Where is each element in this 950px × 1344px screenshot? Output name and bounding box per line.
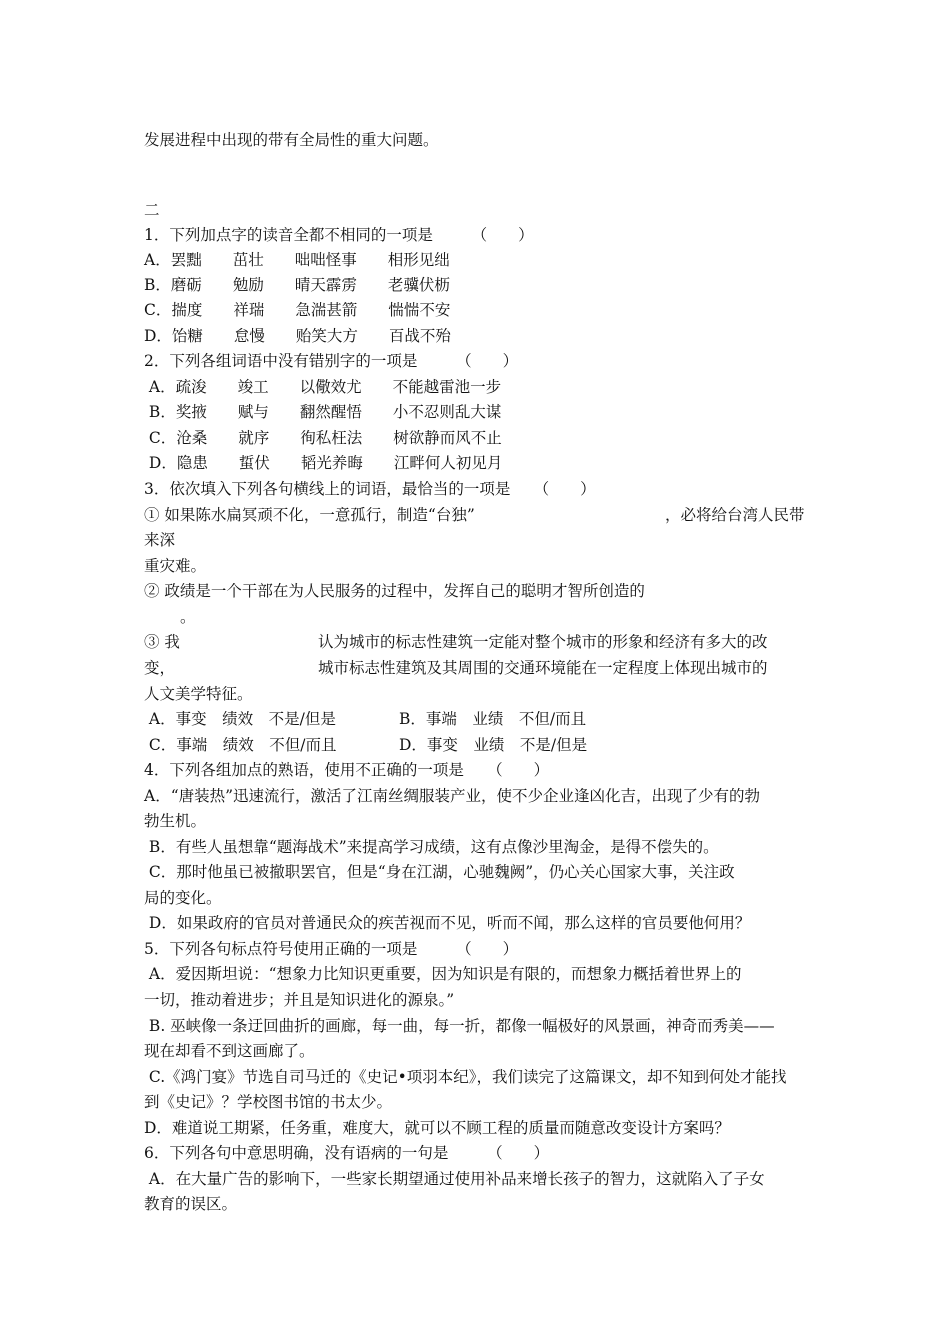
q1-stem: 1．下列加点字的读音全都不相同的一项是 （ ） — [144, 226, 534, 244]
q2-stem: 2．下列各组词语中没有错别字的一项是 （ ） — [144, 352, 519, 370]
q5-option-a-line2: 一切，推动着进步；并且是知识进化的源泉。” — [144, 991, 455, 1009]
q3-sentence2-part1: ② 政绩是一个干部在为人民服务的过程中，发挥自己的聪明才智所创造的 — [144, 582, 645, 600]
q2-option-c: C．沧桑 就序 徇私枉法 树欲静而风不止 — [144, 429, 502, 447]
q3-sentence3-part1: ③ 我 — [144, 633, 180, 651]
q3-stem: 3．依次填入下列各句横线上的词语，最恰当的一项是 （ ） — [144, 480, 596, 498]
q6-stem: 6．下列各句中意思明确，没有语病的一句是 （ ） — [144, 1144, 550, 1162]
q5-option-a-line1: A．爱因斯坦说：“想象力比知识更重要，因为知识是有限的，而想象力概括着世界上的 — [144, 965, 742, 983]
q5-option-c-line2: 到《史记》？学校图书馆的书太少。 — [144, 1093, 393, 1111]
q3-option-c: C．事端 绩效 不但/而且 — [144, 736, 337, 754]
q2-option-a: A．疏浚 竣工 以儆效尤 不能越雷池一步 — [144, 378, 502, 396]
q5-option-b-line1: B. 巫峡像一条迂回曲折的画廊，每一曲，每一折，都像一幅极好的风景画，神奇而秀美—— — [144, 1017, 775, 1035]
q4-option-c-line2: 局的变化。 — [144, 889, 222, 907]
q4-option-d: D．如果政府的官员对普通民众的疾苦视而不见，听而不闻，那么这样的官员要他何用？ — [144, 914, 751, 932]
intro-text: 发展进程中出现的带有全局性的重大问题。 — [144, 131, 439, 149]
q3-sentence3-part5: 人文美学特征。 — [144, 685, 253, 703]
q1-option-a: A．罢黜 茁壮 咄咄怪事 相形见绌 — [144, 251, 450, 269]
q1-option-d: D．饴糖 怠慢 贻笑大方 百战不殆 — [144, 327, 451, 345]
q3-sentence1-part2: ，必将给台湾人民带 — [665, 506, 805, 524]
q4-option-a-line1: A．“唐装热”迅速流行，激活了江南丝绸服装产业，使不少企业逢凶化吉，出现了少有的勃 — [144, 787, 761, 805]
q6-option-a-line1: A．在大量广告的影响下，一些家长期望通过使用补品来增长孩子的智力，这就陷入了子女 — [144, 1170, 765, 1188]
q5-option-c-line1: C.《鸿门宴》节选自司马迁的《史记•项羽本纪》，我们读完了这篇课文，却不知到何处才能找 — [144, 1068, 787, 1086]
q4-stem: 4．下列各组加点的熟语，使用不正确的一项是 （ ） — [144, 761, 550, 779]
q1-option-c: C．揣度 祥瑞 急湍甚箭 惴惴不安 — [144, 301, 451, 319]
q3-sentence3-part3: 变， — [144, 659, 176, 677]
q1-option-b: B．磨砺 勉励 晴天霹雳 老骥伏枥 — [144, 276, 450, 294]
q3-sentence1-part4: 重灾难。 — [144, 557, 207, 575]
q3-sentence1-part3: 来深 — [144, 531, 176, 549]
q3-option-d: D．事变 业绩 不是/但是 — [399, 736, 588, 754]
q3-option-b: B．事端 业绩 不但/而且 — [399, 710, 587, 728]
q2-option-b: B．奖掖 赋与 翻然醒悟 小不忍则乱大谋 — [144, 403, 502, 421]
q5-option-b-line2: 现在却看不到这画廊了。 — [144, 1042, 315, 1060]
section-heading: 二 — [144, 201, 160, 219]
q5-option-d: D．难道说工期紧，任务重，难度大，就可以不顾工程的质量而随意改变设计方案吗？ — [144, 1119, 730, 1137]
q4-option-a-line2: 勃生机。 — [144, 812, 207, 830]
q6-option-a-line2: 教育的误区。 — [144, 1195, 238, 1213]
q5-stem: 5．下列各句标点符号使用正确的一项是 （ ） — [144, 940, 519, 958]
q4-option-b: B．有些人虽想靠“题海战术”来提高学习成绩，这有点像沙里淘金，是得不偿失的。 — [144, 838, 719, 856]
q3-option-a: A．事变 绩效 不是/但是 — [144, 710, 336, 728]
q2-option-d: D．隐患 蜇伏 韬光养晦 江畔何人初见月 — [144, 454, 503, 472]
q4-option-c-line1: C．那时他虽已被撤职罢官，但是“身在江湖，心驰魏阙”，仍心关心国家大事，关注政 — [144, 863, 735, 881]
q3-sentence1-part1: ① 如果陈水扁冥顽不化，一意孤行，制造“台独” — [144, 506, 475, 524]
q3-sentence3-part4: 城市标志性建筑及其周围的交通环境能在一定程度上体现出城市的 — [318, 659, 768, 677]
q3-sentence3-part2: 认为城市的标志性建筑一定能对整个城市的形象和经济有多大的改 — [318, 633, 768, 651]
q3-sentence2-part2: 。 — [180, 608, 196, 626]
